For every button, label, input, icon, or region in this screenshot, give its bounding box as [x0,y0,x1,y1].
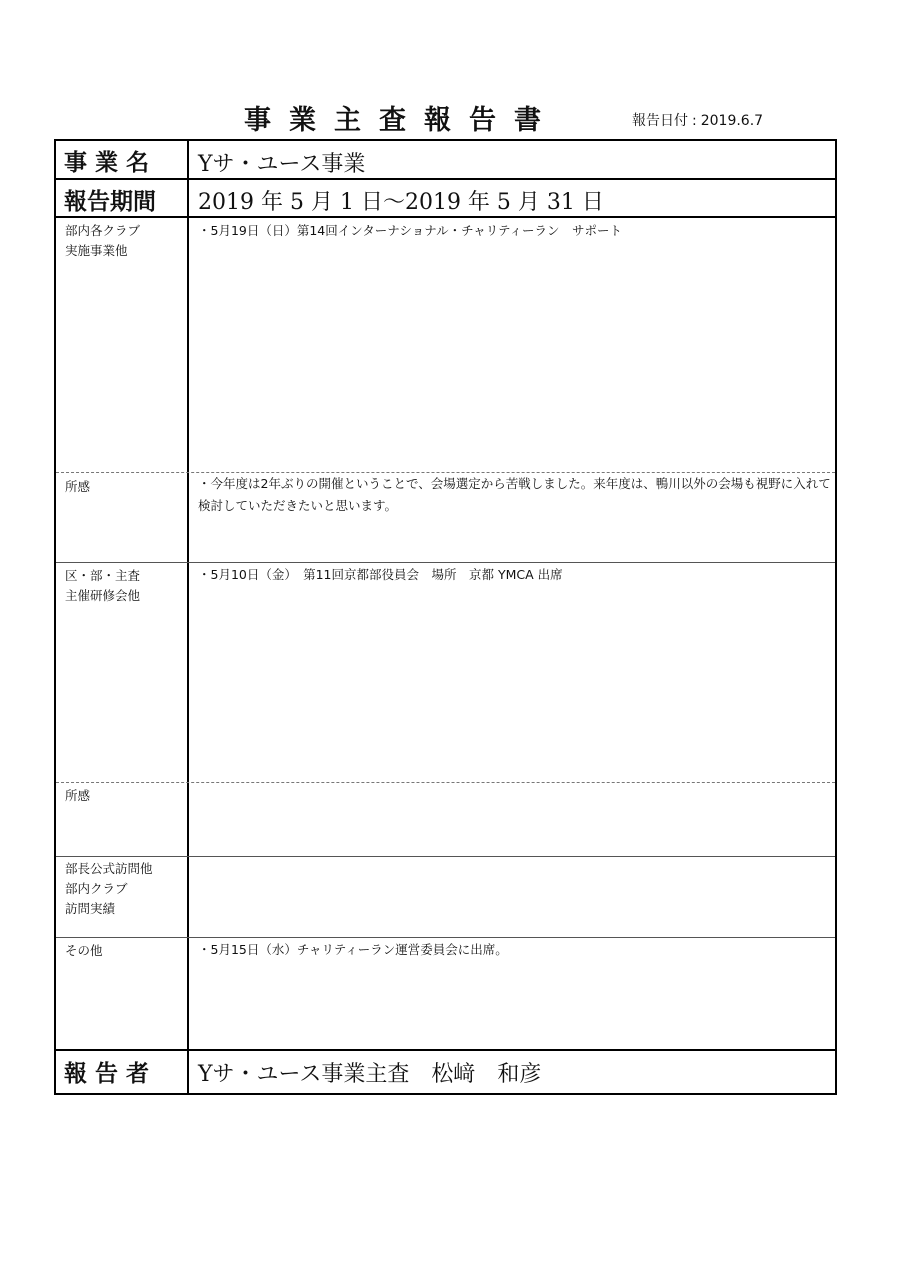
club-events-label-line: 部内各クラブ [65,223,141,238]
report-date-value: 2019.6.7 [700,113,764,129]
club-events-label-line: 実施事業他 [65,243,128,258]
report-date-label: 報告日付 [632,113,688,129]
other-label: その他 [65,943,103,958]
report-date-separator: : [692,113,697,129]
report-period-label: 報告期間 [64,189,156,215]
row-divider [56,856,835,857]
club-impressions-label: 所感 [65,479,91,494]
club-impressions-content: ・今年度は2年ぶりの開催ということで、会場選定から苦戦しました。来年度は、鴨川以外の会場も視野に入れて検討していただきたいと思います。 [198,476,831,513]
row-divider-dashed [56,782,835,783]
reporter-value: Yサ・ユース事業主査 松﨑 和彦 [198,1062,542,1087]
row-divider [56,1049,835,1051]
report-period-value: 2019 年 5 月 1 日〜2019 年 5 月 31 日 [198,190,604,215]
reporter-label: 報 告 者 [64,1061,150,1087]
report-date [632,110,763,130]
report-form [54,139,837,1095]
row-divider [56,216,835,218]
district-events-label-line: 主催研修会他 [65,588,141,603]
club-events-content: ・5月19日（日）第14回インターナショナル・チャリティーラン サポート [198,223,623,238]
district-impressions-label: 所感 [65,788,91,803]
district-events-label-line: 区・部・主査 [65,568,141,583]
document-title: 事業主査報告書 [244,105,559,136]
visits-label-line: 部内クラブ [65,881,128,896]
row-divider [56,562,835,563]
visits-label-line: 部長公式訪問他 [65,861,153,876]
other-content: ・5月15日（水）チャリティーラン運営委員会に出席。 [198,942,508,957]
district-events-content: ・5月10日（金） 第11回京都部役員会 場所 京都 YMCA 出席 [198,567,563,582]
visits-label-line: 訪問実績 [65,901,116,916]
district-events-label [65,566,140,606]
row-divider [56,937,835,938]
visits-label [65,859,153,919]
project-name-label: 事 業 名 [64,150,150,176]
column-divider [187,141,189,1093]
club-events-label [65,221,140,261]
row-divider [56,178,835,180]
project-name-value: Yサ・ユース事業 [198,152,366,177]
